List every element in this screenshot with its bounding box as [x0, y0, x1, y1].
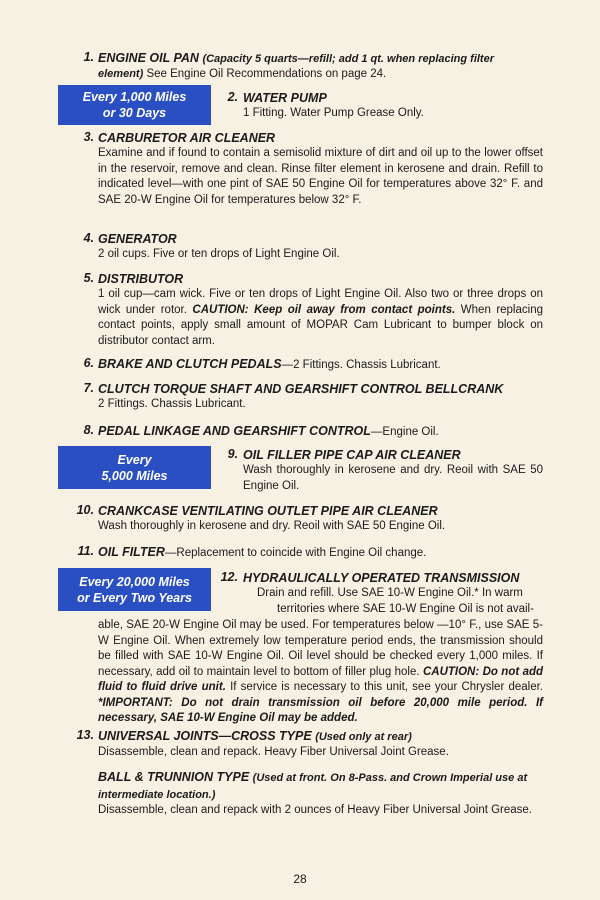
- item-number: 12.: [220, 570, 238, 584]
- item-engine-oil-pan: [98, 50, 543, 83]
- interval-badge-1000-miles: [58, 85, 211, 125]
- item-text: able, SAE 20-W Engine Oil may be used. For temperatures below —10° F., use SAE 5-W Engine Oil. When extremely low temperature period ends, the transmission should be filled with SAE 10-W Engine Oil. Oil level should be checked every 1,000 miles. If necessary, add oil to maintain level to bottom of filler plug hole.: [98, 619, 543, 678]
- item-title: BALL & TRUNNION TYPE: [98, 769, 250, 784]
- item-number: 9.: [227, 447, 238, 461]
- item-oil-filter: [98, 544, 543, 562]
- caution-text: CAUTION: Keep oil away from contact points.: [192, 303, 456, 316]
- item-text: When replacing contact points, apply small amount of MOPAR Cam Lubricant to bumper block on distributor contact arm.: [98, 303, 543, 347]
- badge-line: 5,000 Miles: [101, 468, 168, 483]
- item-brake-clutch-pedals: [98, 356, 543, 374]
- badge-line: Every 20,000 Miles: [79, 574, 190, 589]
- item-text: See Engine Oil Recommendations on page 24.: [146, 68, 387, 80]
- page-number: 28: [293, 872, 307, 886]
- item-transmission-head: [243, 570, 543, 617]
- item-pedal-linkage: [98, 423, 543, 441]
- item-subtitle: (Used only at rear): [315, 731, 412, 743]
- item-title: ENGINE OIL PAN: [98, 51, 199, 65]
- item-text: Wash thoroughly in kerosene and dry. Reoil with SAE 50 Engine Oil.: [98, 520, 446, 532]
- item-transmission-body: [98, 618, 543, 727]
- item-number: 1.: [83, 50, 94, 64]
- item-number: 4.: [83, 231, 94, 245]
- item-clutch-torque-shaft: [98, 381, 543, 413]
- item-text: Wash thoroughly in kerosene and dry. Reoil with SAE 50 Engine Oil.: [243, 464, 543, 492]
- item-text: Drain and refill. Use SAE 10-W Engine Oil.* In warm: [257, 587, 523, 599]
- item-title: UNIVERSAL JOINTS—CROSS TYPE: [98, 729, 312, 743]
- item-subtitle-cont: element): [98, 68, 144, 80]
- item-title: GENERATOR: [98, 232, 177, 246]
- item-text: —Replacement to coincide with Engine Oil change.: [164, 547, 427, 559]
- item-text: Disassemble, clean and repack. Heavy Fiber Universal Joint Grease.: [98, 746, 449, 758]
- item-number: 13.: [76, 728, 94, 742]
- item-title: CARBURETOR AIR CLEANER: [98, 131, 276, 145]
- item-crankcase-ventilating: [98, 503, 543, 535]
- item-number: 7.: [83, 381, 94, 395]
- item-text: 1 Fitting. Water Pump Grease Only.: [243, 107, 424, 119]
- item-title: PEDAL LINKAGE AND GEARSHIFT CONTROL: [98, 424, 371, 438]
- item-title: BRAKE AND CLUTCH PEDALS: [98, 357, 282, 371]
- item-text: territories where SAE 10-W Engine Oil is not avail-: [277, 602, 534, 615]
- item-oil-filler-pipe-cap: [243, 447, 543, 494]
- item-title: WATER PUMP: [243, 91, 327, 105]
- interval-badge-20000-miles: [58, 568, 211, 611]
- item-text: Disassemble, clean and repack with 2 ounces of Heavy Fiber Universal Joint Grease.: [98, 803, 533, 816]
- badge-line: Every 1,000 Miles: [82, 90, 187, 104]
- item-title: HYDRAULICALLY OPERATED TRANSMISSION: [243, 571, 520, 585]
- item-text: 1 oil cup—cam wick. Five or ten drops of Light Engine Oil. Also two or three drops on wick under rotor.: [98, 288, 543, 316]
- item-generator: [98, 231, 543, 263]
- item-subtitle: (Capacity 5 quarts—refill; add 1 qt. when replacing filter: [202, 53, 494, 65]
- item-water-pump: [243, 90, 543, 122]
- item-number: 6.: [83, 356, 94, 370]
- item-distributor: [98, 271, 543, 349]
- item-title: DISTRIBUTOR: [98, 272, 184, 286]
- badge-line: Every: [117, 452, 152, 467]
- item-title: OIL FILLER PIPE CAP AIR CLEANER: [243, 448, 461, 462]
- item-number: 2.: [227, 90, 238, 104]
- badge-line: or 30 Days: [102, 106, 167, 120]
- item-title: CRANKCASE VENTILATING OUTLET PIPE AIR CLEANER: [98, 504, 438, 518]
- item-number: 10.: [76, 503, 94, 517]
- item-text: Examine and if found to contain a semisolid mixture of dirt and oil up to the lower offset in the reservoir, remove and clean. Rinse filter element in kerosene and drain. Refill to indicated level—with one pint of SAE 50 Engine Oil for temperatures above 32° F. and SAE 20-W Engine Oil for temperatures below 32° F.: [98, 147, 543, 206]
- caution-text: CAUTION: Do not add fluid to fluid drive unit.: [98, 665, 544, 693]
- badge-line: or Every Two Years: [77, 590, 192, 605]
- item-number: 3.: [83, 130, 94, 144]
- interval-badge-5000-miles: [58, 446, 211, 489]
- item-text: 2 oil cups. Five or ten drops of Light Engine Oil.: [98, 248, 340, 260]
- item-text: 2 Fittings. Chassis Lubricant.: [98, 398, 246, 410]
- item-number: 11.: [77, 544, 94, 558]
- item-title: CLUTCH TORQUE SHAFT AND GEARSHIFT CONTROL BELLCRANK: [98, 382, 504, 396]
- item-number: 5.: [83, 271, 94, 285]
- item-subtitle: (Used at front. On 8-Pass. and Crown Imperial use at intermediate location.): [98, 771, 528, 801]
- item-number: 8.: [83, 423, 94, 437]
- important-text: *IMPORTANT: Do not drain transmission oil before 20,000 mile period. If necessary, SAE 10-W Engine Oil may be added.: [98, 696, 543, 724]
- item-text: —2 Fittings. Chassis Lubricant.: [281, 359, 441, 371]
- item-universal-joints: [98, 728, 543, 818]
- item-title: OIL FILTER: [98, 545, 165, 559]
- item-carburetor-air-cleaner: [98, 130, 543, 208]
- item-text: —Engine Oil.: [370, 426, 439, 438]
- item-text: If service is necessary to this unit, see your Chrysler dealer.: [230, 681, 543, 693]
